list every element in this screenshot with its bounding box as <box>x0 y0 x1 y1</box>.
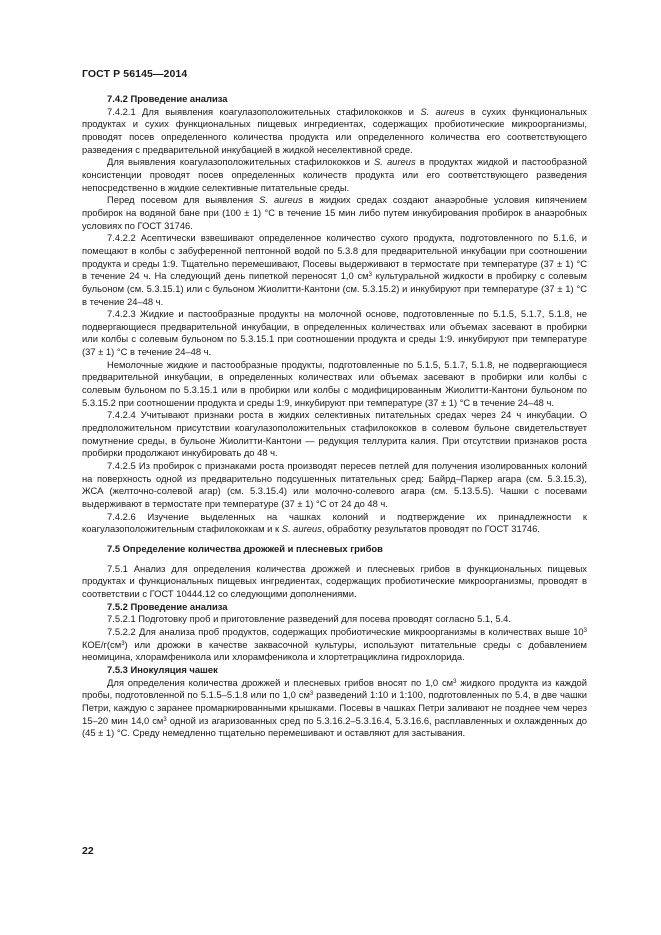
text-run: жидкого продукта из каждой пробы, подготовленной по 5.1.5–5.1.8 или по 1,0 см <box>82 676 588 701</box>
superscript: 3 <box>453 678 457 685</box>
text-run: КОЕ/г(см <box>82 638 122 650</box>
paragraph-7-5-2-1: 7.5.2.1 Подготовку проб и приготовление разведений для посева проводят согласно 5.1, 5.4. <box>107 613 511 625</box>
document-code-header: ГОСТ Р 56145—2014 <box>82 68 188 80</box>
paragraph-7-4-2-5: 7.4.2.5 Из пробирок с признаками роста производят пересев петлей для получения изолированных колоний на поверхность одной из предварительно подсушенных питательных сред: Байрд–Паркер агара (см. 5.3.15.3), ЖСА (желточно-солевой агар) (см. 5.3.15.4) или молочно-солевого агара (см. 5.13.5.5). Чашки с посевами выдерживают в термостате при температуре (37 ± 1) °С от 24 до 48 ч. <box>82 460 587 509</box>
section-heading-7-5-2: 7.5.2 Проведение анализа <box>107 600 228 612</box>
superscript: 3 <box>583 627 587 634</box>
text-run: разведений 1:10 и 1:100, подготовленных по 5.4, в две чашки Петри, каждую с заранее промаркированными крышками. Посевы в чашках Петри заливают не позднее чем через 15–20 мин 14,0 см <box>82 689 587 726</box>
species-name: S. aureus <box>374 156 416 168</box>
superscript: 3 <box>163 716 167 723</box>
document-body <box>82 93 587 740</box>
paragraph-non-dairy-products: Немолочные жидкие и пастообразные продукты, подготовленные по 5.1.5, 5.1.7, 5.1.8, не подвергающиеся предварительной инкубации, в определенных количествах или объемах засевают в пробирки или колбы с солевым бульоном по 5.3.15.1 или в пробирки или колбы с модифицированным Жиолитти-Кантони бульоном по 5.3.15.2 при соотношении продукта и среды 1:9, инкубируют при температуре (37 ± 1) °С в течение 24–48 ч. <box>82 358 587 408</box>
species-name: S. aureus <box>420 105 465 117</box>
paragraph-7-5-1: 7.5.1 Анализ для определения количества дрожжей и плесневых грибов в функциональных пищевых продуктах и функциональных пищевых ингредиентах, содержащих пробиотические микроорганизмы, проводят в соответствии с ГОСТ 10444.12 со следующими дополнениями. <box>82 562 587 599</box>
text-run: Для выявления коагулазоположительных стафилококков и <box>107 156 374 168</box>
paragraph-7-4-2-6 <box>82 511 587 536</box>
section-heading-7-5-3: 7.5.3 Инокуляция чашек <box>107 663 218 675</box>
superscript: 3 <box>368 272 372 279</box>
paragraph-liquid-products <box>82 156 587 194</box>
paragraph-anaerobic-conditions <box>82 194 587 232</box>
text-run: в продуктах жидкой и пастообразной консистенции проводят посев определенных количеств продукта или его соответствующего разведения непосредственно в жидкие селективные питательные среды. <box>82 156 587 193</box>
paragraph-7-4-2-1 <box>82 106 587 157</box>
paragraph-7-5-3 <box>82 677 587 740</box>
paragraph-7-5-2-2 <box>82 626 587 664</box>
text-run: одной из агаризованных сред по 5.3.16.2–5.3.16.4, 5.3.16.6, расплавленных и охлажденных до (45 ± 1) °С. Среду немедленно тщательно перемешивают и оставляют для застывания. <box>82 714 587 739</box>
paragraph-7-4-2-2 <box>82 232 587 308</box>
text-run: ) или дрожжи в качестве заквасочной культуры, используют питательные среды с добавлением неомицина, хлорамфеникола или хлорамфеникола и хлортетрациклина гидрохлорида. <box>82 638 587 663</box>
species-name: S. aureus <box>259 194 303 206</box>
superscript: 3 <box>309 691 314 698</box>
text-run: , обработку результатов проводят по ГОСТ 31746. <box>321 523 540 535</box>
page-number: 22 <box>82 845 94 857</box>
section-heading-7-4-2: 7.4.2 Проведение анализа <box>107 93 228 104</box>
superscript: 3 <box>121 640 125 647</box>
species-name: S. aureus <box>281 523 322 535</box>
paragraph-7-4-2-3: 7.4.2.3 Жидкие и пастообразные продукты на молочной основе, подготовленные по 5.1.5, 5.1.7, 5.1.8, не подвергающиеся предварительной инкубации, в определенных количествах или объемах засевают в пробирки или колбы с солевым бульоном по 5.3.15.1 при соотношении продукта и среды 1:9. инкубируют при температуре (37 ± 1) °С в течение 24–48 ч. <box>82 308 587 358</box>
text-run: культуральной жидкости в пробирку с солевым бульоном (см. 5.3.15.1) или с бульоном Жиолитти-Кантони (см. 5.3.15.2) и инкубируют при температуре (37 ± 1) °С в течение 24–48 ч. <box>82 270 588 307</box>
text-run: 7.4.2.1 Для выявления коагулазоположительных стафилококков и <box>107 105 421 117</box>
text-run: 7.5.2.2 Для анализа проб продуктов, содержащих пробиотические микроорганизмы в количествах выше 10 <box>107 625 584 637</box>
text-run: Перед посевом для выявления <box>107 194 260 206</box>
section-heading-7-5: 7.5 Определение количества дрожжей и плесневых грибов <box>107 542 383 554</box>
text-run: в сухих функциональных продуктах и сухих функциональных пищевых ингредиентах, содержащих пробиотические микроорганизмы, проводят посев определенного количества продукта или определенного количества его соответствующего разведения с предварительной инкубацией в жидкой неселективной среде. <box>82 105 587 155</box>
text-run: Для определения количества дрожжей и плесневых грибов вносят по 1,0 см <box>107 676 454 688</box>
text-run: 7.4.2.6 Изучение выделенных на чашках колоний и подтверждение их принадлежности к коагулазоположительным стафилококкам и к <box>82 510 587 535</box>
paragraph-7-4-2-4: 7.4.2.4 Учитывают признаки роста в жидких селективных питательных средах через 24 ч инкубации. О предположительном присутствии коагулазоположительных стафилококков в солевом бульоне свидетельствует помутнение среды, в бульоне Жиолитти-Кантони — редукция теллурита калия. При отсутствии признаков роста пробирки продолжают инкубировать до 48 ч. <box>82 409 587 459</box>
text-run: 7.4.2.2 Асептически взвешивают определенное количество сухого продукта, подготовленного по 5.1.6, и помещают в колбы с забуференной пептонной водой по 5.3.8 для предварительной инкубации при соотношении продукта и среды 1:9. Тщательно перемешивают, Посевы выдерживают в термостате при температуре (37 ± 1) °С в течение 24 ч. На следующий день пипеткой переносят 1,0 см <box>82 232 587 282</box>
text-run: в жидких средах создают анаэробные условия кипячением пробирок на водяной бане при (100 ± 1) °С в течение 15 мин либо путем инкубирования пробирок в анаэробных условиях по ГОСТ 31746. <box>82 194 587 231</box>
